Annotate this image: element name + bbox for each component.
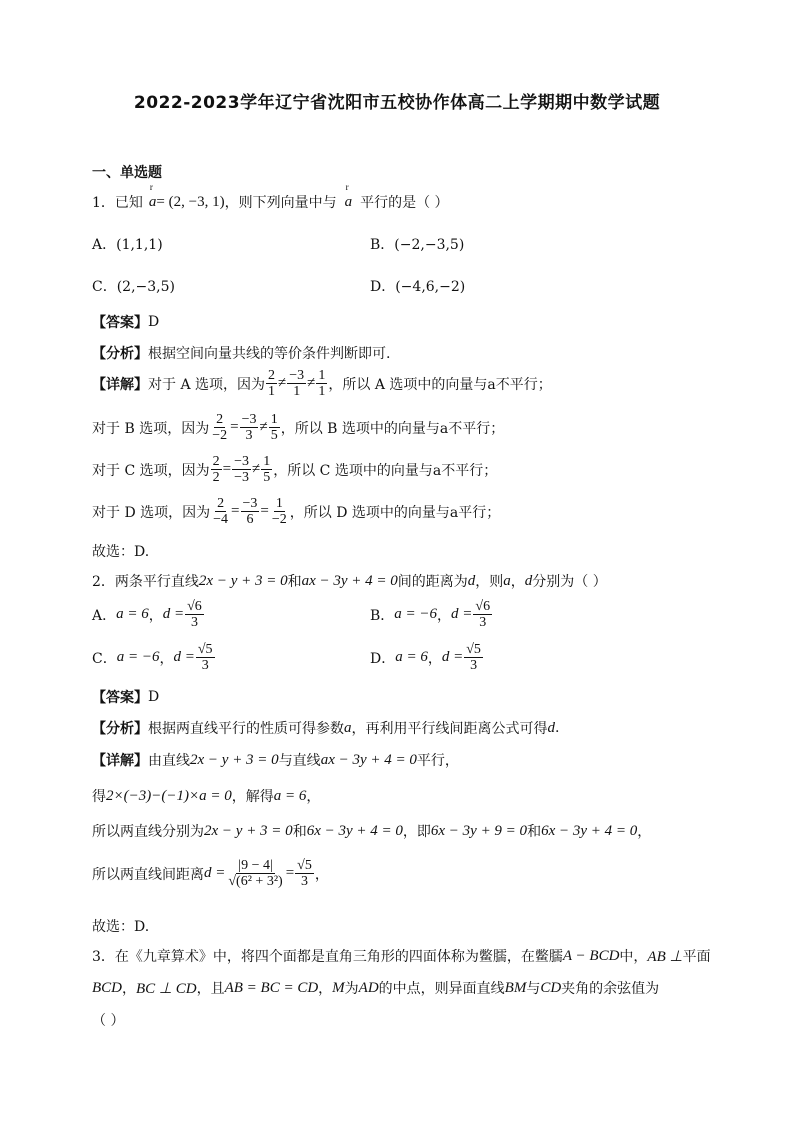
operator: ≠ [278, 375, 287, 391]
vector-arrow: r [149, 181, 153, 192]
q2-answer [92, 687, 159, 707]
q2-stem-text: 2．两条平行直线 [92, 574, 199, 590]
q1-detail-4 [92, 496, 500, 527]
answer-tag: 【答案】 [92, 690, 148, 706]
operator: ≠ [259, 419, 268, 435]
q3-stem-line-2: BCD ， BC ⊥ CD ，且 AB = BC = CD ， M 为 AD 的中点，则异面直线 BM 与 CD 夹角的余弦值为 [92, 979, 660, 997]
fraction: $\frac{|9 - 4|}{\text{√(6² + 3²)}}$ [228, 858, 283, 889]
fraction: $\frac{-3}{1}$ [289, 368, 305, 399]
q1-conclusion: 故选：D. [92, 544, 150, 560]
analysis-tag: 【分析】 [92, 721, 148, 737]
q2-detail-4: 所以两直线间距离 d = $\frac{|9 - 4|}{\text{√(6² + 3²)}}$ = $\frac{√5}{3}$ ， [92, 858, 329, 889]
q2-option-b: B． a = −6 ， d = $\frac{√6}{3}$ [370, 599, 491, 630]
detail-tag: 【详解】 [92, 753, 148, 769]
operator: ≠ [307, 375, 316, 391]
answer-value: D [148, 314, 160, 330]
q2-detail-1: 【详解】 由直线 2x − y + 3 = 0 与直线 ax − 3y + 4 = 0 平行， [92, 751, 459, 769]
detail-text: 对于 C 选项，因为 [92, 462, 210, 479]
var-d: d [524, 572, 533, 589]
answer-tag: 【答案】 [92, 315, 148, 331]
fraction: $\frac{1}{1}$ [318, 368, 326, 399]
q2-detail-3: 所以两直线分别为 2x − y + 3 = 0 和 6x − 3y + 4 = 0 ，即 6x − 3y + 9 = 0 和 6x − 3y + 4 = 0 ， [92, 822, 652, 840]
q2-stem-text: ， [510, 574, 525, 590]
q1-stem-b: ，则下列向量中与 [224, 195, 337, 211]
q2-stem-text: 和 [287, 574, 302, 590]
q2-stem [92, 571, 607, 591]
fraction: $\frac{1}{-2}$ [271, 496, 287, 527]
fraction: $\frac{-3}{3}$ [241, 412, 257, 443]
q3-stem-line-3: （ ） [92, 1013, 125, 1029]
q1-option-b: B．(−2,−3,5) [370, 237, 465, 253]
answer-value: D [148, 689, 160, 705]
q1-option-c: C．(2,−3,5) [92, 279, 175, 295]
detail-text: ，所以 C 选项中的向量与a不平行； [273, 462, 498, 479]
q2-stem-text: ，则 [475, 574, 504, 590]
fraction: $\frac{-3}{-3}$ [234, 454, 249, 485]
q1-stem-c: 平行的是（ ） [360, 195, 449, 211]
detail-text: ，所以 A 选项中的向量与a不平行； [328, 376, 552, 393]
fraction: $\frac{√6}{3}$ [475, 599, 491, 630]
detail-text: 对于 B 选项，因为 [92, 420, 210, 437]
q1-answer [92, 312, 159, 332]
operator: = [231, 503, 240, 519]
fraction: $\frac{√6}{3}$ [187, 599, 202, 630]
var-d: d [467, 572, 476, 589]
fraction: $\frac{√5}{3}$ [297, 858, 312, 889]
page-title: 2022-2023学年辽宁省沈阳市五校协作体高二上学期期中数学试题 [133, 93, 661, 113]
fraction: $\frac{2}{-4}$ [213, 496, 229, 527]
line-equation-2: ax − 3y + 4 = 0 [301, 572, 398, 589]
q1-analysis [92, 343, 390, 363]
fraction: $\frac{1}{5}$ [263, 454, 271, 485]
fraction: $\frac{2}{-2}$ [212, 412, 228, 443]
detail-text: ，所以 B 选项中的向量与a不平行； [280, 420, 505, 437]
q1-detail-2 [92, 412, 504, 443]
q1-detail-1 [92, 368, 552, 399]
line-equation-1: 2x − y + 3 = 0 [198, 572, 288, 589]
vector-a-value: = (2, −3, 1) [156, 193, 225, 210]
detail-text: 对于 D 选项，因为 [92, 504, 211, 521]
detail-tag: 【详解】 [92, 376, 148, 393]
fraction: $\frac{-3}{6}$ [242, 496, 258, 527]
vector-arrow-2: r [345, 181, 349, 192]
detail-text: 对于 A 选项，因为 [148, 376, 266, 393]
fraction: $\frac{2}{2}$ [212, 454, 220, 485]
operator: = [260, 503, 269, 519]
operator: = [222, 461, 232, 477]
q1-stem-a: 1．已知 [92, 195, 143, 211]
analysis-text: 根据空间向量共线的等价条件判断即可. [148, 346, 391, 362]
q1-option-a: A．(1,1,1) [92, 237, 163, 253]
vector-a: r a [148, 181, 157, 210]
q1-option-d: D．(−4,6,−2) [370, 279, 466, 295]
q2-option-c: C． a = −6 ， d = $\frac{√5}{3}$ [92, 642, 213, 673]
detail-text: ，所以 D 选项中的向量与a平行； [289, 504, 501, 521]
fraction: $\frac{√5}{3}$ [197, 642, 213, 673]
fraction: $\frac{2}{1}$ [268, 368, 276, 399]
fraction: $\frac{√5}{3}$ [466, 642, 481, 673]
vector-a-ref: r a [344, 181, 353, 210]
q2-conclusion: 故选：D. [92, 919, 150, 935]
q2-detail-2: 得 2×(−3)−(−1)×a = 0 ，解得 a = 6 ， [92, 787, 321, 805]
q1-detail-3 [92, 454, 497, 485]
q1-stem [92, 181, 449, 212]
operator: = [230, 419, 239, 435]
var-a: a [503, 572, 511, 589]
q2-analysis: 【分析】 根据两直线平行的性质可得参数 a ，再利用平行线间距离公式可得 d . [92, 719, 560, 737]
q2-option-d: D． a = 6 ， d = $\frac{√5}{3}$ [370, 642, 481, 673]
fraction: $\frac{1}{5}$ [270, 412, 278, 443]
q2-option-a: A． a = 6 ， d = $\frac{√6}{3}$ [92, 599, 202, 630]
q3-stem-line-1: 3．在《九章算术》中，将四个面都是直角三角形的四面体称为鳖臑，在鳖臑 A − BCD 中， AB ⊥ 平面 [92, 947, 711, 965]
q2-stem-text: 分别为（ ） [532, 574, 607, 590]
q2-stem-text: 间的距离为 [397, 574, 468, 590]
analysis-tag: 【分析】 [92, 346, 148, 362]
section-heading: 一、单选题 [92, 165, 162, 181]
operator: ≠ [252, 461, 261, 477]
